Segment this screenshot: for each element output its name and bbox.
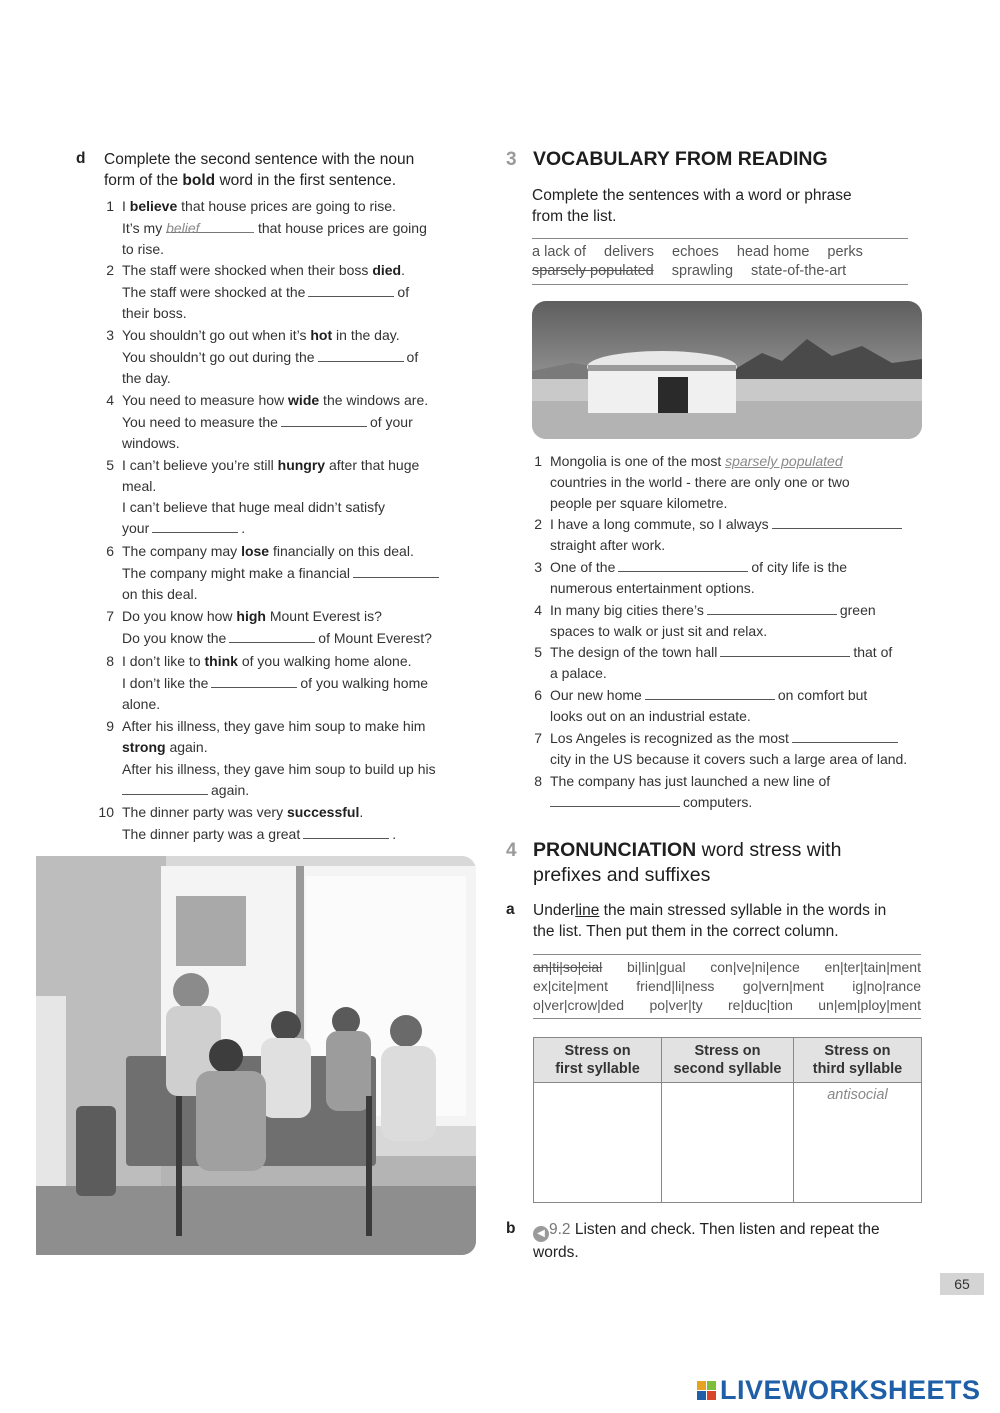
- column-cell-third[interactable]: [793, 1083, 921, 1203]
- section-4-word-list: [533, 954, 921, 1019]
- syllable-word: ig|no|rance: [852, 978, 921, 994]
- column-header: Stress on first syllable: [534, 1038, 662, 1083]
- logo-icon: [697, 1381, 716, 1400]
- d-blank-3[interactable]: [318, 347, 404, 362]
- s3-blank-7[interactable]: [792, 728, 898, 743]
- exercise-d-letter: d: [76, 150, 86, 167]
- exercise-d-instruction: Complete the second sentence with the noun form of the bold word in the first sentence.: [104, 151, 415, 189]
- exercise-4a-instruction: Underline the main stressed syllable in the words in the list. Then put them in the correct column.: [533, 902, 887, 940]
- section-4-number: 4: [506, 840, 517, 861]
- d-blank-10[interactable]: [303, 824, 389, 839]
- syllable-word: go|vern|ment: [742, 978, 824, 994]
- word-list-item: a lack of: [532, 244, 586, 260]
- liveworksheets-logo[interactable]: [697, 1375, 981, 1405]
- word-list-item: delivers: [604, 244, 654, 260]
- d-blank-2[interactable]: [308, 282, 394, 297]
- column-cell-first[interactable]: [534, 1083, 662, 1203]
- d-blank-9[interactable]: [122, 780, 208, 795]
- syllable-word: re|duc|tion: [728, 997, 793, 1013]
- syllable-word: bi|lin|gual: [626, 959, 686, 975]
- exercise-4b-letter: b: [506, 1220, 516, 1237]
- syllable-word: con|ve|ni|ence: [710, 959, 800, 975]
- column-header: Stress on second syllable: [662, 1038, 794, 1083]
- d-blank-6[interactable]: [353, 563, 439, 578]
- word-list-item: sprawling: [671, 263, 734, 279]
- d-answer-1: belief: [166, 220, 200, 236]
- section-3-title: VOCABULARY FROM READING: [533, 148, 828, 170]
- syllable-word: en|ter|tain|ment: [824, 959, 921, 975]
- d-blank-5[interactable]: [152, 518, 238, 533]
- section-3-word-list: [532, 238, 908, 285]
- section-3-number: 3: [506, 149, 517, 170]
- syllable-word: po|ver|ty: [649, 997, 703, 1013]
- s3-answer-1: sparsely populated: [725, 453, 843, 469]
- column-cell-second[interactable]: [662, 1083, 794, 1203]
- exercise-4a-letter: a: [506, 901, 515, 918]
- page-number: 65: [940, 1273, 984, 1295]
- syllable-word: ex|cite|ment: [533, 978, 608, 994]
- dinner-party-photo: [36, 856, 476, 1255]
- s3-blank-8[interactable]: [550, 792, 680, 807]
- brand-name: LIVEWORKSHEETS: [720, 1375, 981, 1405]
- section-4-title: PRONUNCIATION word stress with prefixes and suffixes: [533, 839, 842, 886]
- s3-blank-3[interactable]: [618, 557, 748, 572]
- s3-blank-4[interactable]: [707, 600, 837, 615]
- word-list-item-crossed: sparsely populated: [532, 263, 654, 279]
- column-header: Stress on third syllable: [793, 1038, 921, 1083]
- syllable-word-crossed: an|ti|so|cial: [533, 959, 603, 975]
- audio-icon[interactable]: ◀: [533, 1226, 549, 1242]
- d-blank-7[interactable]: [229, 628, 315, 643]
- syllable-word: un|em|ploy|ment: [818, 997, 921, 1013]
- s3-blank-6[interactable]: [645, 685, 775, 700]
- section-3-instruction: Complete the sentences with a word or phrase from the list.: [532, 187, 852, 225]
- exercise-4b-instruction: ◀ 9.2 Listen and check. Then listen and repeat the words.: [533, 1221, 880, 1261]
- syllable-word: o|ver|crow|ded: [533, 997, 625, 1013]
- syllable-word: friend|li|ness: [636, 978, 715, 994]
- d-blank-8[interactable]: [211, 673, 297, 688]
- s3-blank-5[interactable]: [720, 642, 850, 657]
- word-list-item: echoes: [672, 244, 719, 260]
- s3-blank-2[interactable]: [772, 514, 902, 529]
- word-list-item: state-of-the-art: [751, 263, 847, 279]
- stress-columns-table: [533, 1037, 922, 1203]
- word-list-item: head home: [736, 244, 810, 260]
- d-blank-4[interactable]: [281, 412, 367, 427]
- word-list-item: perks: [827, 244, 863, 260]
- yurt-photo: [532, 301, 922, 439]
- table-example-word: antisocial: [827, 1087, 888, 1103]
